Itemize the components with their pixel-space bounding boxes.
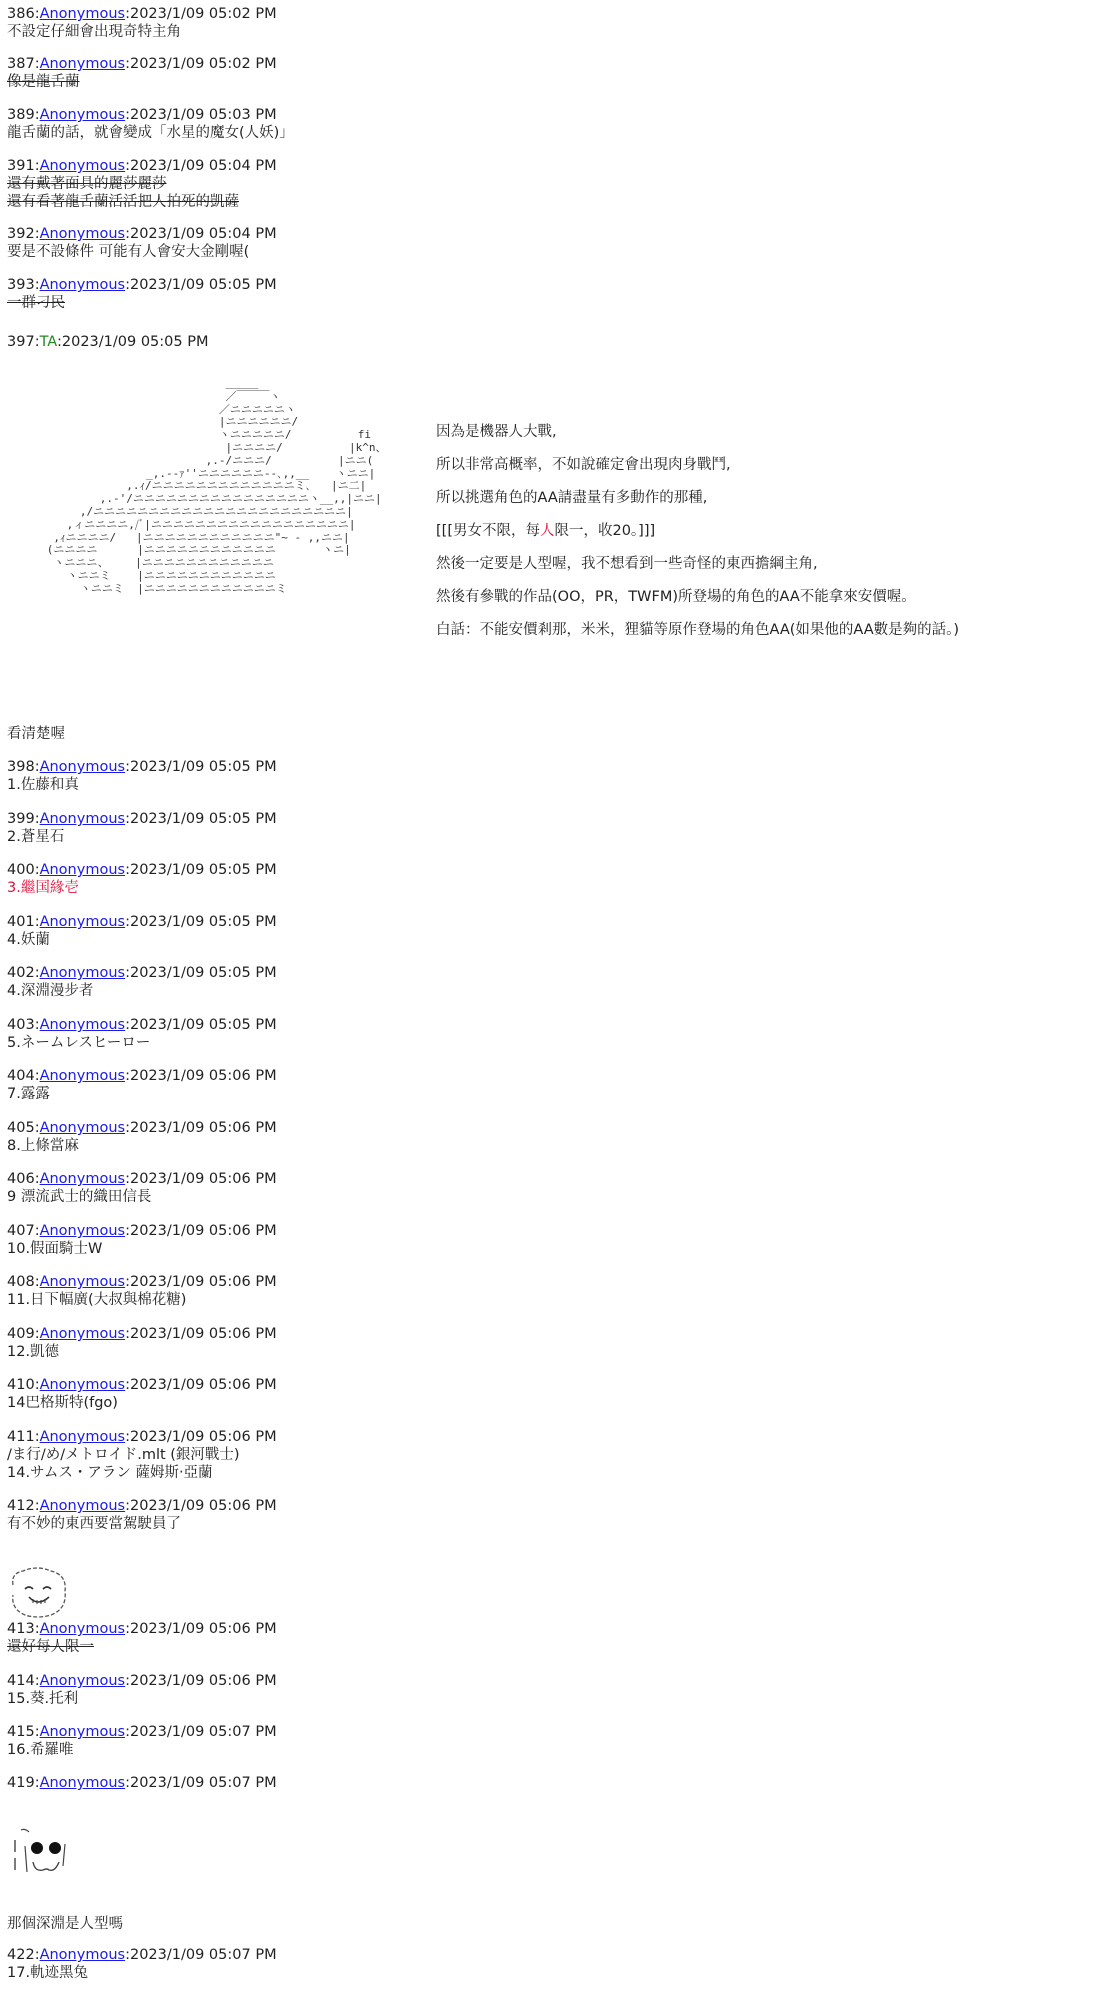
- post-date: 2023/1/09 05:06 PM: [129, 1429, 277, 1445]
- post-407: 407:Anonymous:2023/1/09 05:06 PM 10.假面騎士W: [7, 1223, 277, 1257]
- post-392: 392:Anonymous:2023/1/09 05:04 PM 要是不設條件 可能有人會安大金剛喔(: [7, 226, 277, 260]
- post-body-line: 14.サムス・アラン 薩姆斯‧亞蘭: [7, 1465, 213, 1481]
- poster-name[interactable]: Anonymous: [39, 1673, 126, 1689]
- poster-name[interactable]: Anonymous: [39, 1068, 126, 1084]
- post-410: 410:Anonymous:2023/1/09 05:06 PM 14巴格斯特(fgo): [7, 1377, 277, 1411]
- post-399: 399:Anonymous:2023/1/09 05:05 PM 2.蒼星石: [7, 811, 277, 845]
- ta-line: 因為是機器人大戰,: [436, 424, 557, 440]
- post-401: 401:Anonymous:2023/1/09 05:05 PM 4.妖蘭: [7, 914, 277, 948]
- post-body-line: 4.妖蘭: [7, 932, 50, 948]
- poster-name[interactable]: Anonymous: [39, 1377, 126, 1393]
- post-date: 2023/1/09 05:05 PM: [61, 334, 209, 350]
- poster-name[interactable]: Anonymous: [39, 811, 126, 827]
- post-body-line: 7.露露: [7, 1086, 50, 1102]
- poster-name[interactable]: Anonymous: [39, 1947, 126, 1963]
- post-number: 400: [7, 862, 35, 878]
- post-body-line: 有不妙的東西要當駕駛員了: [7, 1516, 181, 1532]
- post-number: 389: [7, 107, 35, 123]
- post-number: 405: [7, 1120, 35, 1136]
- post-number: 404: [7, 1068, 35, 1084]
- post-body-line: 11.日下幅廣(大叔與棉花糖): [7, 1292, 187, 1308]
- post-400: 400:Anonymous:2023/1/09 05:05 PM 3.繼国緣壱: [7, 862, 277, 896]
- post-date: 2023/1/09 05:05 PM: [129, 914, 277, 930]
- poster-name[interactable]: Anonymous: [39, 1724, 126, 1740]
- post-date: 2023/1/09 05:06 PM: [129, 1171, 277, 1187]
- post-419: 419:Anonymous:2023/1/09 05:07 PM: [7, 1775, 277, 1791]
- post-number: 412: [7, 1498, 35, 1514]
- post-body-line: 龍舌蘭的話，就會變成「水星的魔女(人妖)」: [7, 125, 294, 141]
- post-date: 2023/1/09 05:07 PM: [129, 1724, 277, 1740]
- poster-name[interactable]: Anonymous: [39, 1274, 126, 1290]
- post-date: 2023/1/09 05:06 PM: [129, 1377, 277, 1393]
- post-body-line: 16.希羅唯: [7, 1742, 74, 1758]
- post-number: 411: [7, 1429, 35, 1445]
- post-number: 393: [7, 277, 35, 293]
- post-409: 409:Anonymous:2023/1/09 05:06 PM 12.凱德: [7, 1326, 277, 1360]
- post-body-line: 一群刁民: [7, 295, 65, 311]
- post-397: 397:TA:2023/1/09 05:05 PM: [7, 334, 209, 350]
- post-body-line: 17.軌迹黑兔: [7, 1965, 89, 1981]
- poster-name[interactable]: Anonymous: [39, 965, 126, 981]
- ta-post-body: [436, 416, 959, 647]
- post-number: 413: [7, 1621, 35, 1637]
- post-date: 2023/1/09 05:07 PM: [129, 1775, 277, 1791]
- post-number: 392: [7, 226, 35, 242]
- post-number: 391: [7, 158, 35, 174]
- post-date: 2023/1/09 05:06 PM: [129, 1673, 277, 1689]
- post-number: 422: [7, 1947, 35, 1963]
- post-date: 2023/1/09 05:05 PM: [129, 862, 277, 878]
- post-date: 2023/1/09 05:06 PM: [129, 1326, 277, 1342]
- poster-name[interactable]: Anonymous: [39, 158, 126, 174]
- post-date: 2023/1/09 05:05 PM: [129, 811, 277, 827]
- post-body-line: 10.假面騎士W: [7, 1241, 103, 1257]
- poster-name[interactable]: Anonymous: [39, 914, 126, 930]
- poster-name[interactable]: Anonymous: [39, 1621, 126, 1637]
- poster-name[interactable]: Anonymous: [39, 1223, 126, 1239]
- post-408: 408:Anonymous:2023/1/09 05:06 PM 11.日下幅廣(大叔與棉花糖): [7, 1274, 277, 1308]
- post-date: 2023/1/09 05:05 PM: [129, 277, 277, 293]
- post-number: 406: [7, 1171, 35, 1187]
- post-body-line: 1.佐藤和真: [7, 777, 79, 793]
- post-date: 2023/1/09 05:05 PM: [129, 1017, 277, 1033]
- post-number: 402: [7, 965, 35, 981]
- post-date: 2023/1/09 05:04 PM: [129, 158, 277, 174]
- poster-name[interactable]: Anonymous: [39, 759, 126, 775]
- poster-name[interactable]: Anonymous: [39, 107, 126, 123]
- post-date: 2023/1/09 05:06 PM: [129, 1274, 277, 1290]
- post-number: 403: [7, 1017, 35, 1033]
- post-398: 398:Anonymous:2023/1/09 05:05 PM 1.佐藤和真: [7, 759, 277, 793]
- post-body-line: 還好每人限一: [7, 1639, 94, 1655]
- robot-figure-ascii-art: ＿＿＿ ／￣￣￣ヽ ／ニニニニニヽ |ニニニニニニ/ ヽニニニニニ/ fi |ニニニニ/ |k^n、 ,.-/ニニニ/ |ニニ( _,.-‐ｧ''ニニニニニニ-‐､,,__ ヽニニ| ,.ｨ/ニニニニニニニニニニニニニミ､ |ニ二| ,.‐'/ニニニニニニニニニニニニニニニニヽ__,,|ニニ| ,/ニニニニニニニニニニニニニニニニニニニニニニニ| ,ィニニニニ,/ﾞ|ニニニニニニニニニニニニニニニニニニ| ,ｨニニニニ/ |ニニニニニニニニニニニニ"~ ‐ ,,ニニ| (ニニニニ |ニニニニニニニニニニニニ ヽニ| ヽニニニ、 |ニニニニニニニニニニニニ ヽニニミ |ニニニニニニニニニニニニ ヽニニミ |ニニニニニニニニニニニニミ: [46, 378, 387, 595]
- post-body-line: 15.葵.托利: [7, 1691, 79, 1707]
- poster-name[interactable]: Anonymous: [39, 1120, 126, 1136]
- post-393: 393:Anonymous:2023/1/09 05:05 PM 一群刁民: [7, 277, 277, 311]
- poster-name[interactable]: Anonymous: [39, 6, 126, 22]
- post-414: 414:Anonymous:2023/1/09 05:06 PM 15.葵.托利: [7, 1673, 277, 1707]
- post-body-line: 要是不設條件 可能有人會安大金剛喔(: [7, 244, 250, 260]
- post-412: 412:Anonymous:2023/1/09 05:06 PM 有不妙的東西要當駕駛員了: [7, 1498, 277, 1532]
- post-date: 2023/1/09 05:02 PM: [129, 56, 277, 72]
- poster-name[interactable]: Anonymous: [39, 1498, 126, 1514]
- post-body-line: 還有戴著面具的麗莎麗莎: [7, 176, 167, 192]
- post-body-line: 5.ネームレスヒーロー: [7, 1035, 151, 1051]
- laughing-face-ascii-art: [7, 1565, 71, 1623]
- ta-line: [[[男女不限，每人限一，收20。]]]: [436, 523, 656, 539]
- post-403: 403:Anonymous:2023/1/09 05:05 PM 5.ネームレスヒーロー: [7, 1017, 277, 1051]
- post-date: 2023/1/09 05:06 PM: [129, 1120, 277, 1136]
- post-389: 389:Anonymous:2023/1/09 05:03 PM 龍舌蘭的話，就會變成「水星的魔女(人妖)」: [7, 107, 294, 141]
- post-date: 2023/1/09 05:06 PM: [129, 1223, 277, 1239]
- post-number: 419: [7, 1775, 35, 1791]
- post-number: 409: [7, 1326, 35, 1342]
- post-number: 398: [7, 759, 35, 775]
- post-body-line: 像是龍舌蘭: [7, 74, 80, 90]
- post-422: 422:Anonymous:2023/1/09 05:07 PM 17.軌迹黑兔: [7, 1947, 277, 1981]
- post-body-line: 不設定仔細會出現奇特主角: [7, 24, 181, 40]
- post-body-line: 14巴格斯特(fgo): [7, 1395, 118, 1411]
- post-date: 2023/1/09 05:06 PM: [129, 1621, 277, 1637]
- post-391: 391:Anonymous:2023/1/09 05:04 PM 還有戴著面具的麗莎麗莎 還有看著龍舌蘭活活把人拍死的凱薩: [7, 158, 277, 210]
- post-body-line: 8.上條當麻: [7, 1138, 79, 1154]
- post-number: 386: [7, 6, 35, 22]
- poster-name[interactable]: Anonymous: [39, 1017, 126, 1033]
- post-body-line: 9 漂流武士的織田信長: [7, 1189, 152, 1205]
- ta-line: 然後一定要是人型喔，我不想看到一些奇怪的東西擔綱主角,: [436, 556, 818, 572]
- post-413: 413:Anonymous:2023/1/09 05:06 PM 還好每人限一: [7, 1621, 277, 1655]
- post-date: 2023/1/09 05:05 PM: [129, 965, 277, 981]
- post-body-line: 4.深淵漫步者: [7, 983, 94, 999]
- post-body-line: 還有看著龍舌蘭活活把人拍死的凱薩: [7, 194, 239, 210]
- ta-line: 所以挑選角色的AA請盡量有多動作的那種,: [436, 490, 708, 506]
- ta-line: 白話：不能安價剎那，米米，狸貓等原作登場的角色AA(如果他的AA數是夠的話。): [436, 622, 960, 638]
- poster-name[interactable]: Anonymous: [39, 226, 126, 242]
- post-number: 410: [7, 1377, 35, 1393]
- post-386: 386:Anonymous:2023/1/09 05:02 PM 不設定仔細會出現奇特主角: [7, 6, 277, 40]
- post-number: 414: [7, 1673, 35, 1689]
- poster-name[interactable]: Anonymous: [39, 56, 126, 72]
- post-419-followup: 那個深淵是人型嗎: [7, 1916, 123, 1932]
- post-body-line: 2.蒼星石: [7, 829, 65, 845]
- post-date: 2023/1/09 05:06 PM: [129, 1068, 277, 1084]
- post-387: 387:Anonymous:2023/1/09 05:02 PM 像是龍舌蘭: [7, 56, 277, 90]
- poster-name[interactable]: Anonymous: [39, 277, 126, 293]
- post-number: 407: [7, 1223, 35, 1239]
- poster-name[interactable]: Anonymous: [39, 1326, 126, 1342]
- post-date: 2023/1/09 05:06 PM: [129, 1498, 277, 1514]
- post-body-line: /ま行/め/メトロイド.mlt (銀河戰士): [7, 1447, 240, 1463]
- post-number: 397: [7, 334, 35, 350]
- post-number: 408: [7, 1274, 35, 1290]
- post-404: 404:Anonymous:2023/1/09 05:06 PM 7.露露: [7, 1068, 277, 1102]
- post-date: 2023/1/09 05:07 PM: [129, 1947, 277, 1963]
- post-411: 411:Anonymous:2023/1/09 05:06 PM /ま行/め/メトロイド.mlt (銀河戰士) 14.サムス・アラン 薩姆斯‧亞蘭: [7, 1429, 277, 1481]
- poster-name[interactable]: Anonymous: [39, 1429, 126, 1445]
- ta-footer: 看清楚喔: [7, 726, 65, 742]
- poster-name[interactable]: Anonymous: [39, 1171, 126, 1187]
- ta-line: 然後有參戰的作品(OO，PR，TWFM)所登場的角色的AA不能拿來安價喔。: [436, 589, 916, 605]
- poster-name[interactable]: Anonymous: [39, 862, 126, 878]
- post-date: 2023/1/09 05:04 PM: [129, 226, 277, 242]
- ta-line: 所以非常高概率，不如說確定會出現肉身戰鬥,: [436, 457, 731, 473]
- post-number: 399: [7, 811, 35, 827]
- post-date: 2023/1/09 05:05 PM: [129, 759, 277, 775]
- post-415: 415:Anonymous:2023/1/09 05:07 PM 16.希羅唯: [7, 1724, 277, 1758]
- post-406: 406:Anonymous:2023/1/09 05:06 PM 9 漂流武士的織田信長: [7, 1171, 277, 1205]
- post-body-line: 12.凱德: [7, 1344, 60, 1360]
- post-number: 401: [7, 914, 35, 930]
- staring-face-ascii-art: [7, 1826, 71, 1890]
- post-number: 415: [7, 1724, 35, 1740]
- poster-name[interactable]: Anonymous: [39, 1775, 126, 1791]
- post-405: 405:Anonymous:2023/1/09 05:06 PM 8.上條當麻: [7, 1120, 277, 1154]
- poster-name[interactable]: TA: [39, 334, 57, 350]
- post-402: 402:Anonymous:2023/1/09 05:05 PM 4.深淵漫步者: [7, 965, 277, 999]
- post-body-line: 3.繼国緣壱: [7, 880, 79, 896]
- post-date: 2023/1/09 05:03 PM: [129, 107, 277, 123]
- post-date: 2023/1/09 05:02 PM: [129, 6, 277, 22]
- post-number: 387: [7, 56, 35, 72]
